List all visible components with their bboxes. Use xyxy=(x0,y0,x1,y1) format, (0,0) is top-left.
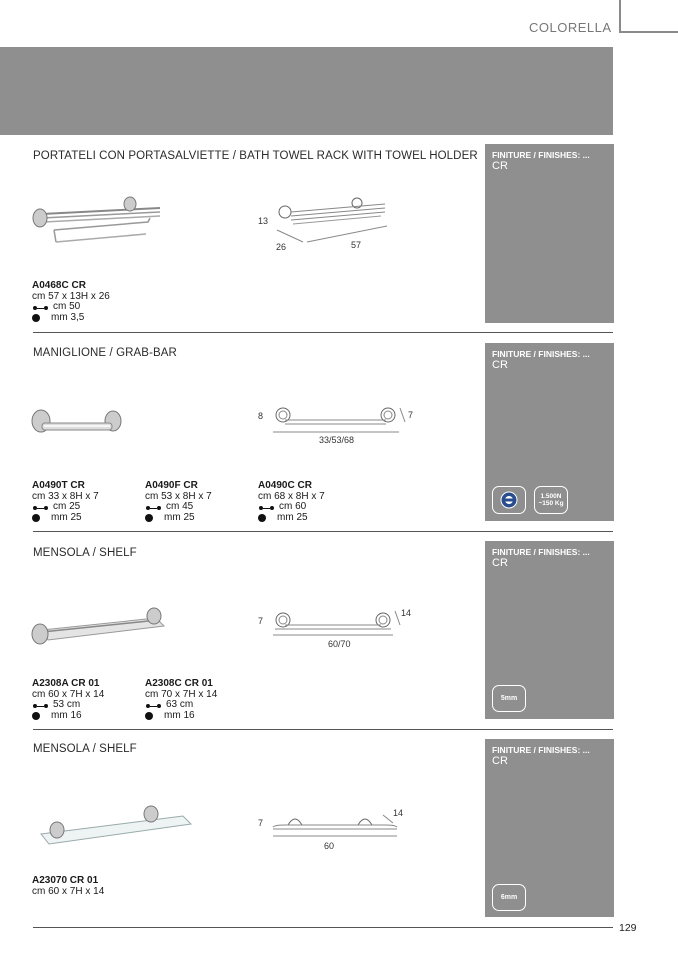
section-divider xyxy=(33,332,613,333)
product-code: A23070 CR 01 xyxy=(32,875,99,886)
corner-mark-vertical xyxy=(619,0,621,33)
product-distance: 63 cm xyxy=(166,699,194,710)
finishes-panel xyxy=(485,144,614,323)
fixing-distance-icon xyxy=(32,701,49,709)
product-code: A2308A CR 01 xyxy=(32,678,100,689)
finish-code: CR xyxy=(492,755,508,767)
product-distance: cm 50 xyxy=(53,301,81,312)
product-spec xyxy=(145,481,212,523)
product-spec xyxy=(32,481,99,523)
header-banner xyxy=(0,47,613,135)
technical-drawing-shelf xyxy=(255,605,425,655)
fixing-distance-icon xyxy=(145,503,162,511)
certification-badge xyxy=(492,486,526,514)
product-code: A0468C CR xyxy=(32,280,86,291)
load-rating-badge: 1.500N ~150 Kg xyxy=(534,486,568,514)
product-diameter: mm 3,5 xyxy=(51,311,85,323)
dim-height: 13 xyxy=(258,216,269,226)
technical-drawing-glass-shelf xyxy=(255,805,425,855)
fixing-distance-icon xyxy=(32,303,49,311)
dim-height-right: 7 xyxy=(408,410,414,420)
dim-width: 33/53/68 xyxy=(319,435,355,445)
dim-depth: 26 xyxy=(276,242,287,252)
fixing-distance-icon xyxy=(258,503,275,511)
product-distance: cm 60 xyxy=(279,501,307,512)
product-code: A0490T CR xyxy=(32,480,85,491)
dim-height: 7 xyxy=(258,818,264,828)
footer-divider xyxy=(33,927,613,928)
dim-width: 60/70 xyxy=(328,639,351,649)
section-title: MENSOLA / SHELF xyxy=(33,743,137,755)
finishes-label: FINITURE / FINISHES: ... xyxy=(492,349,590,359)
finish-code: CR xyxy=(492,557,508,569)
product-size: cm 53 x 8H x 7 xyxy=(145,490,212,502)
fixing-distance-icon xyxy=(145,701,162,709)
dim-height: 7 xyxy=(258,616,264,626)
finishes-label: FINITURE / FINISHES: ... xyxy=(492,150,590,160)
fixing-distance-icon xyxy=(32,503,49,511)
product-diameter: mm 25 xyxy=(164,511,195,523)
dim-depth: 14 xyxy=(393,808,404,818)
glass-thickness-badge: 5mm xyxy=(492,685,526,712)
finishes-label: FINITURE / FINISHES: ... xyxy=(492,745,590,755)
finish-code: CR xyxy=(492,160,508,172)
dim-width: 57 xyxy=(351,240,362,250)
dim-width: 60 xyxy=(324,841,335,851)
technical-drawing-towel-rack xyxy=(255,190,405,255)
finishes-panel xyxy=(485,343,614,521)
section-divider xyxy=(33,729,613,730)
product-distance: cm 45 xyxy=(166,501,194,512)
product-size: cm 60 x 7H x 14 xyxy=(32,885,105,897)
diameter-icon xyxy=(32,314,40,322)
section-divider xyxy=(33,531,613,532)
product-size: cm 68 x 8H x 7 xyxy=(258,490,325,502)
product-photo-towel-rack xyxy=(28,190,168,250)
finishes-panel xyxy=(485,739,614,917)
product-photo-shelf xyxy=(28,600,173,650)
technical-drawing-grab-bar xyxy=(255,400,425,450)
product-spec xyxy=(32,679,104,721)
product-spec xyxy=(145,679,217,721)
product-spec xyxy=(32,876,104,897)
product-size: cm 57 x 13H x 26 xyxy=(32,290,110,302)
brand-name: COLORELLA xyxy=(529,20,612,35)
diameter-icon xyxy=(32,712,40,720)
product-code: A0490C CR xyxy=(258,480,312,491)
section-title: MANIGLIONE / GRAB-BAR xyxy=(33,347,177,359)
diameter-icon xyxy=(258,514,266,522)
diameter-icon xyxy=(32,514,40,522)
section-title: PORTATELI CON PORTASALVIETTE / BATH TOWEL RACK WITH TOWEL HOLDER xyxy=(33,150,478,162)
product-spec xyxy=(32,281,110,323)
dim-depth: 14 xyxy=(401,608,412,618)
glass-thickness-badge: 6mm xyxy=(492,884,526,911)
product-distance: cm 25 xyxy=(53,501,81,512)
product-spec xyxy=(258,481,325,523)
product-photo-glass-shelf xyxy=(33,800,193,850)
finishes-panel xyxy=(485,541,614,719)
product-diameter: mm 16 xyxy=(51,709,82,721)
product-photo-grab-bar xyxy=(28,405,128,437)
product-size: cm 70 x 7H x 14 xyxy=(145,688,218,700)
section-title: MENSOLA / SHELF xyxy=(33,547,137,559)
product-size: cm 60 x 7H x 14 xyxy=(32,688,105,700)
page-number: 129 xyxy=(619,922,637,934)
product-diameter: mm 16 xyxy=(164,709,195,721)
product-code: A0490F CR xyxy=(145,480,198,491)
corner-mark-horizontal xyxy=(619,31,678,33)
dim-height-left: 8 xyxy=(258,411,264,421)
diameter-icon xyxy=(145,712,153,720)
product-code: A2308C CR 01 xyxy=(145,678,213,689)
finishes-label: FINITURE / FINISHES: ... xyxy=(492,547,590,557)
diameter-icon xyxy=(145,514,153,522)
product-size: cm 33 x 8H x 7 xyxy=(32,490,99,502)
product-diameter: mm 25 xyxy=(277,511,308,523)
product-distance: 53 cm xyxy=(53,699,81,710)
product-diameter: mm 25 xyxy=(51,511,82,523)
certification-seal-icon xyxy=(498,491,520,509)
finish-code: CR xyxy=(492,359,508,371)
